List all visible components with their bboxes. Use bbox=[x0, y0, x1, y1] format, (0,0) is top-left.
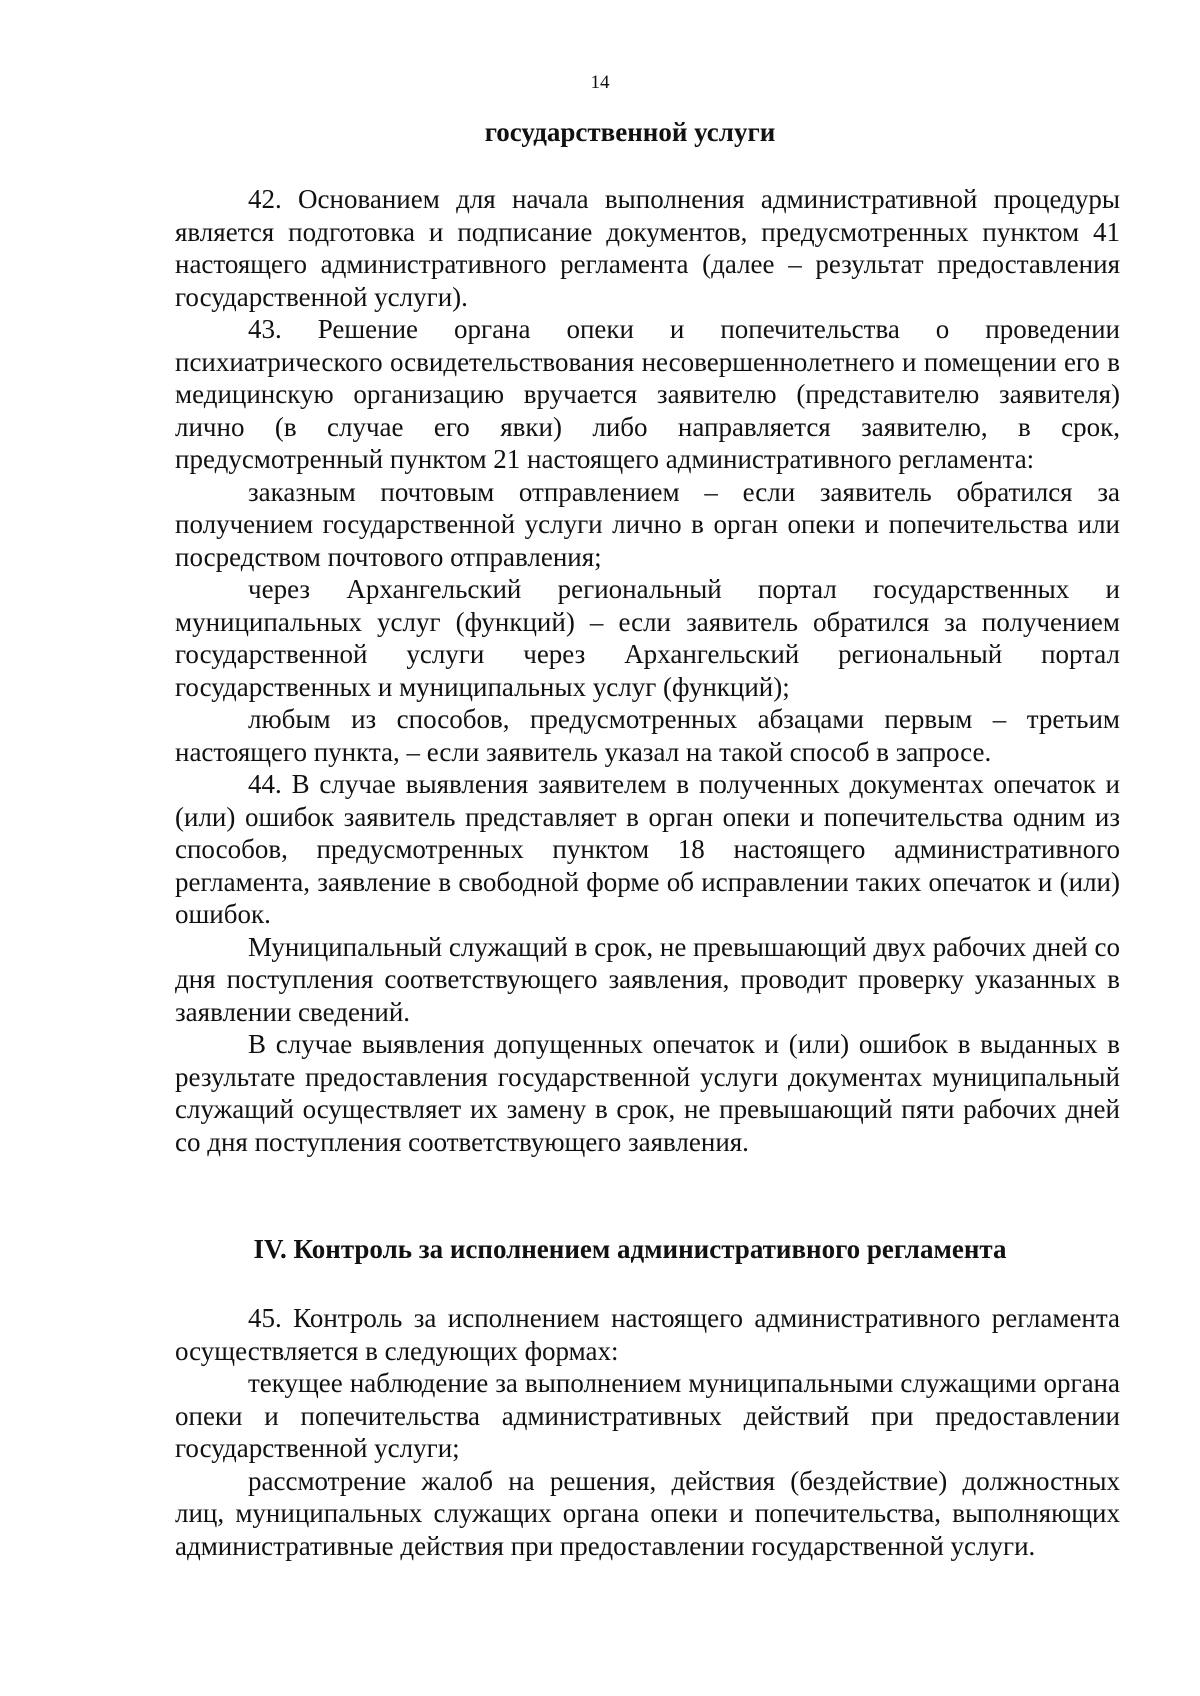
paragraph-44-check: Муниципальный служащий в срок, не превышающий двух рабочих дней со дня поступления соответствующего заявления, проводит проверку указанных в заявлении сведений. bbox=[175, 931, 1120, 1027]
paragraph-44-replace: В случае выявления допущенных опечаток и (или) ошибок в выданных в результате предоставления государственной услуги документах муниципальный служащий осуществляет их замену в срок, не превышающий пяти рабочих дней со дня поступления соответствующего заявления. bbox=[175, 1029, 1120, 1157]
paragraph-43-item-portal: через Архангельский региональный портал государственных и муниципальных услуг (функций) – если заявитель обратился за получением государственной услуги через Архангельский региональный портал государственных и муниципальных услуг (функций); bbox=[175, 574, 1120, 702]
paragraph-43-item-any: любым из способов, предусмотренных абзацами первым – третьим настоящего пункта, – если заявитель указал на такой способ в запросе. bbox=[175, 704, 1120, 767]
paragraph-45-item-monitoring: текущее наблюдение за выполнением муниципальными служащими органа опеки и попечительства административных действий при предоставлении государственной услуги; bbox=[175, 1368, 1120, 1463]
section-heading: IV. Контроль за исполнением административного регламента bbox=[253, 1234, 1007, 1264]
continued-heading: государственной услуги bbox=[484, 117, 776, 147]
paragraph-45: 45. Контроль за исполнением настоящего административного регламента осуществляется в следующих формах: bbox=[175, 1303, 1120, 1366]
paragraph-43: 43. Решение органа опеки и попечительства о проведении психиатрического освидетельствования несовершеннолетнего и помещении его в медицинскую организацию вручается заявителю (представителю заявителя) лично (в случае его явки) либо направляется заявителю, в срок, предусмотренный пунктом 21 настоящего административного регламента: bbox=[175, 314, 1120, 474]
paragraph-43-item-mail: заказным почтовым отправлением – если заявитель обратился за получением государственной услуги лично в орган опеки и попечительства или посредством почтового отправления; bbox=[175, 476, 1120, 572]
paragraph-45-item-complaints: рассмотрение жалоб на решения, действия (бездействие) должностных лиц, муниципальных служащих органа опеки и попечительства, выполняющих административные действия при предоставлении государственной услуги. bbox=[175, 1465, 1120, 1561]
paragraph-42: 42. Основанием для начала выполнения административной процедуры является подготовка и подписание документов, предусмотренных пунктом 41 настоящего административного регламента (далее – результат предоставления государственной услуги). bbox=[175, 184, 1120, 312]
text-block-control bbox=[175, 1302, 1120, 1562]
text-block-procedures bbox=[175, 183, 1120, 1158]
paragraph-44: 44. В случае выявления заявителем в полученных документах опечаток и (или) ошибок заявитель представляет в орган опеки и попечительства одним из способов, предусмотренных пунктом 18 настоящего административного регламента, заявление в свободной форме об исправлении таких опечаток и (или) ошибок. bbox=[175, 769, 1120, 929]
page-number: 14 bbox=[590, 72, 610, 93]
